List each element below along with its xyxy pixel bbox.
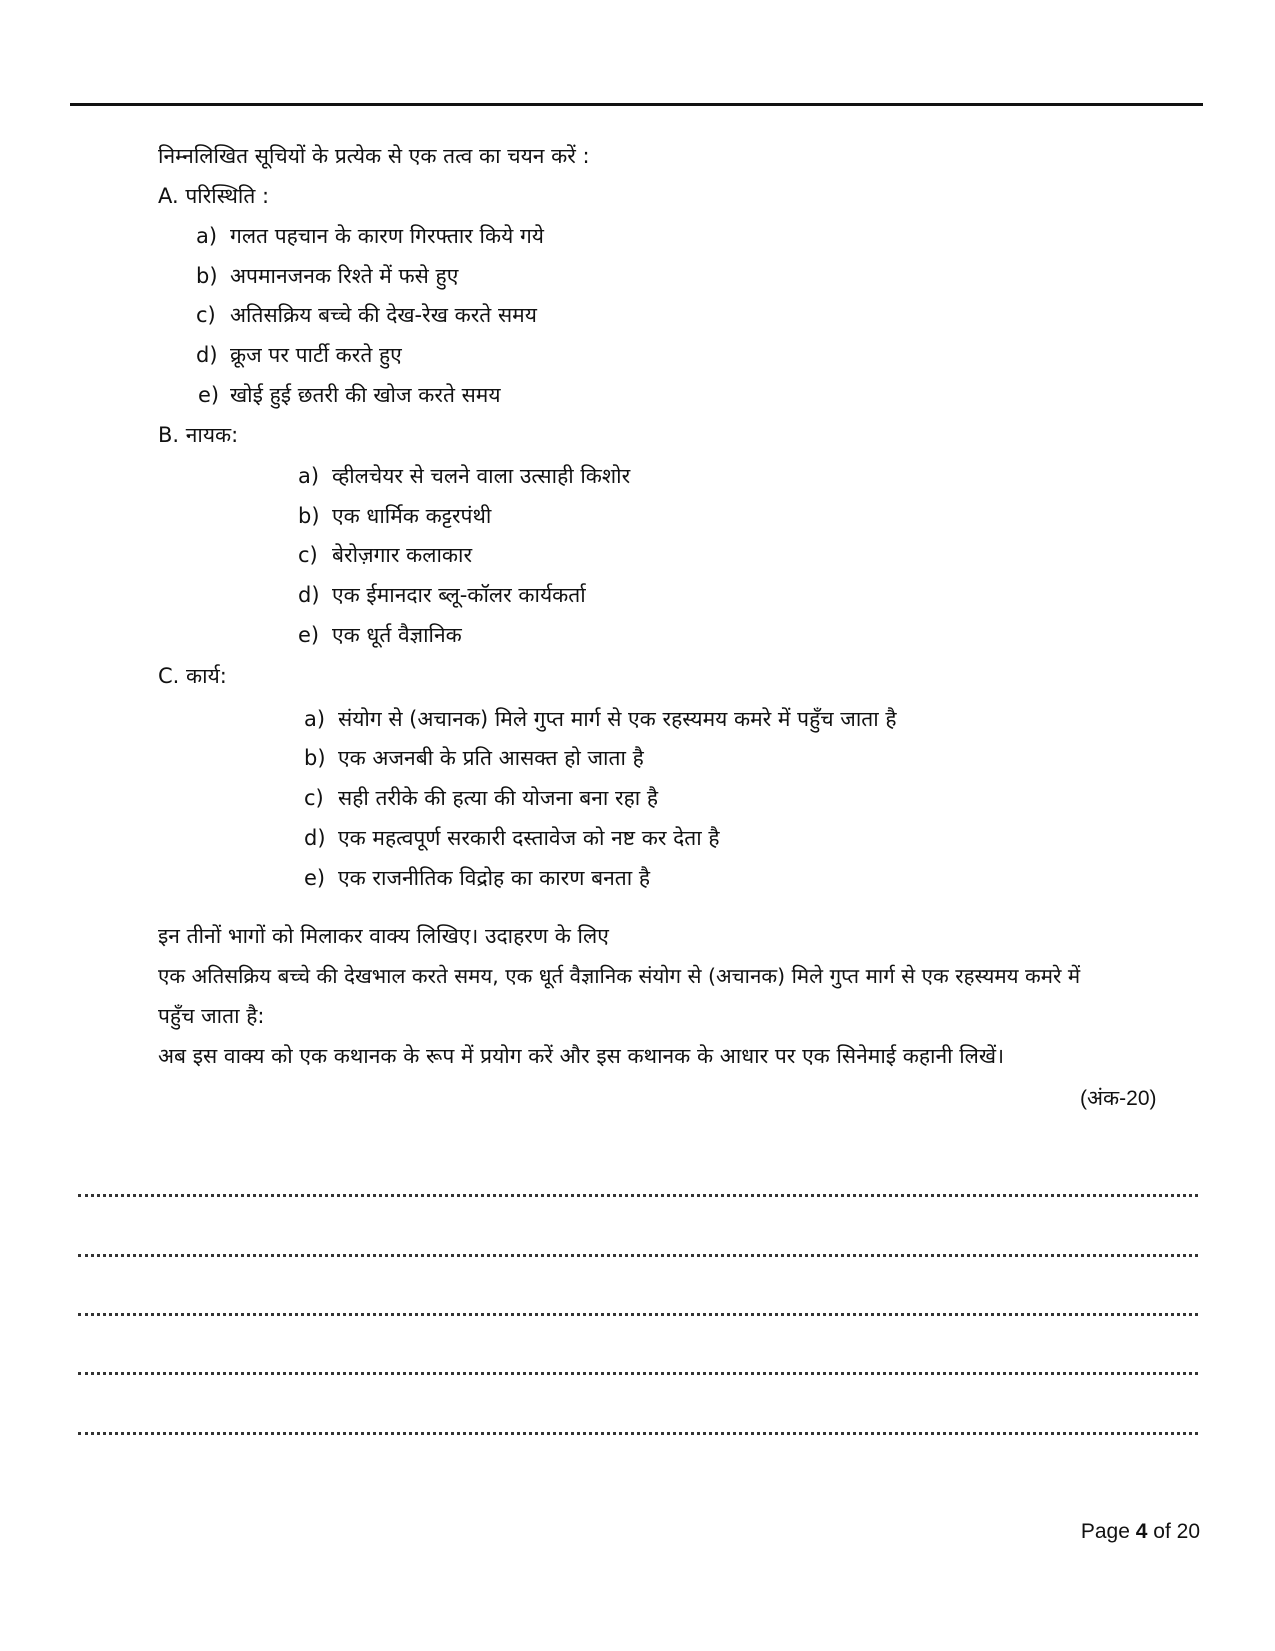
item-letter: e) [304,866,326,890]
item-letter: b) [298,504,320,528]
item-letter: e) [298,623,320,647]
item-text: सही तरीके की हत्या की योजना बना रहा है [338,786,659,810]
item-text: अपमानजनक रिश्ते में फसे हुए [230,264,459,288]
item-text: क्रूज पर पार्टी करते हुए [230,343,402,367]
item-letter: d) [196,343,218,367]
answer-line-3 [78,1313,1198,1316]
instruction-line-3: पहुँच जाता है: [158,1004,265,1028]
section-a-item-e [198,381,501,409]
section-a-item-d [196,341,402,369]
page-current: 4 [1135,1520,1148,1543]
item-text: एक महत्वपूर्ण सरकारी दस्तावेज को नष्ट कर देता है [338,826,720,850]
answer-line-2 [78,1254,1198,1257]
section-c-item-e [304,864,650,892]
instruction-line-4: अब इस वाक्य को एक कथानक के रूप में प्रयोग करें और इस कथानक के आधार पर एक सिनेमाई कहानी लिखें। [158,1044,1005,1068]
item-letter: b) [304,746,326,770]
answer-line-4 [78,1372,1198,1375]
section-b-item-d [298,581,586,609]
section-b-heading: B. नायक: [158,423,239,447]
page-total: 20 [1176,1520,1200,1543]
page-number [1081,1518,1200,1546]
section-b-item-e [298,621,462,649]
instruction-line-1: इन तीनों भागों को मिलाकर वाक्य लिखिए। उदाहरण के लिए [158,924,609,948]
page-prefix: Page [1080,1520,1130,1543]
section-a-item-b [196,262,458,290]
section-a-item-a [196,222,544,250]
item-text: एक धार्मिक कट्टरपंथी [332,504,492,528]
item-text: एक ईमानदार ब्लू-कॉलर कार्यकर्ता [332,583,586,607]
marks-label: (अंक-20) [1080,1087,1157,1110]
section-a-heading: A. परिस्थिति : [158,184,270,208]
item-text: संयोग से (अचानक) मिले गुप्त मार्ग से एक रहस्यमय कमरे में पहुँच जाता है [338,707,897,731]
top-rule [70,103,1203,106]
answer-line-5 [78,1432,1198,1435]
item-text: बेरोज़गार कलाकार [332,543,473,567]
section-c-item-c [304,784,658,812]
item-letter: e) [198,383,220,407]
section-b-item-c [298,541,472,569]
section-a-item-c [196,301,537,329]
item-text: गलत पहचान के कारण गिरफ्तार किये गये [230,224,544,248]
item-letter: c) [298,543,318,567]
section-c-heading: C. कार्य: [158,664,227,688]
item-letter: b) [196,264,218,288]
item-text: व्हीलचेयर से चलने वाला उत्साही किशोर [332,464,631,488]
item-letter: a) [304,707,326,731]
item-text: खोई हुई छतरी की खोज करते समय [230,383,501,407]
section-b-item-b [298,502,491,530]
item-letter: c) [196,303,216,327]
section-c-item-a [304,705,897,733]
section-b-item-a [298,462,630,490]
item-letter: c) [304,786,324,810]
item-letter: a) [298,464,320,488]
section-c-item-b [304,744,644,772]
item-letter: d) [304,826,326,850]
section-c-item-d [304,824,719,852]
answer-line-1 [78,1194,1198,1197]
item-letter: d) [298,583,320,607]
item-text: एक अजनबी के प्रति आसक्त हो जाता है [338,746,644,770]
item-text: एक राजनीतिक विद्रोह का कारण बनता है [338,866,651,890]
instruction-line-2: एक अतिसक्रिय बच्चे की देखभाल करते समय, एक धूर्त वैज्ञानिक संयोग से (अचानक) मिले गुप्त मार्ग से एक रहस्यमय कमरे में [158,964,1081,988]
item-text: अतिसक्रिय बच्चे की देख-रेख करते समय [230,303,537,327]
page-of: of [1153,1520,1171,1543]
item-letter: a) [196,224,218,248]
intro-text: निम्नलिखित सूचियों के प्रत्येक से एक तत्व का चयन करें : [158,144,590,168]
item-text: एक धूर्त वैज्ञानिक [332,623,462,647]
